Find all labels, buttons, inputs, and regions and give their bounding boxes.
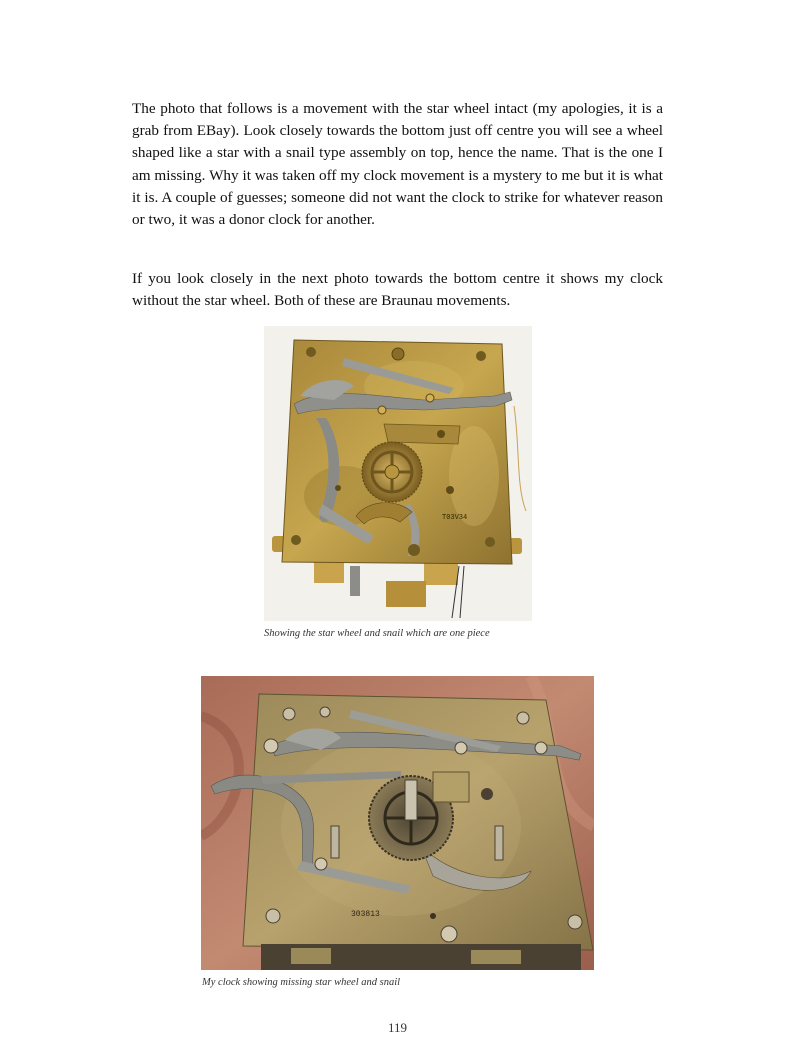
page-number: 119: [387, 1020, 408, 1035]
movement-photo-without-star-wheel: [201, 676, 594, 970]
movement-photo-with-star-wheel: [264, 326, 532, 621]
figure-caption-1: Showing the star wheel and snail which are one piece: [264, 628, 490, 639]
plate-stamp-text: T03V34: [442, 514, 468, 522]
body-paragraph-2: If you look closely in the next photo towards the bottom centre it shows my clock without the star wheel. Both of these are Braunau movements.: [132, 270, 663, 310]
figure-caption-2: My clock showing missing star wheel and snail: [202, 977, 401, 988]
body-paragraph-1: The photo that follows is a movement with the star wheel intact (my apologies, it is a grab from EBay). Look closely towards the bottom just off centre you will see a wheel shaped like a star with a snail type assembly on top, hence the name. That is the one I am missing. Why it was taken off my clock movement is a mystery to me but it is what it is. A couple of guesses; someone did not want the clock to strike for whatever reason or two, it was a donor clock for another.: [132, 100, 663, 229]
plate-stamp-text: 303813: [351, 910, 380, 919]
